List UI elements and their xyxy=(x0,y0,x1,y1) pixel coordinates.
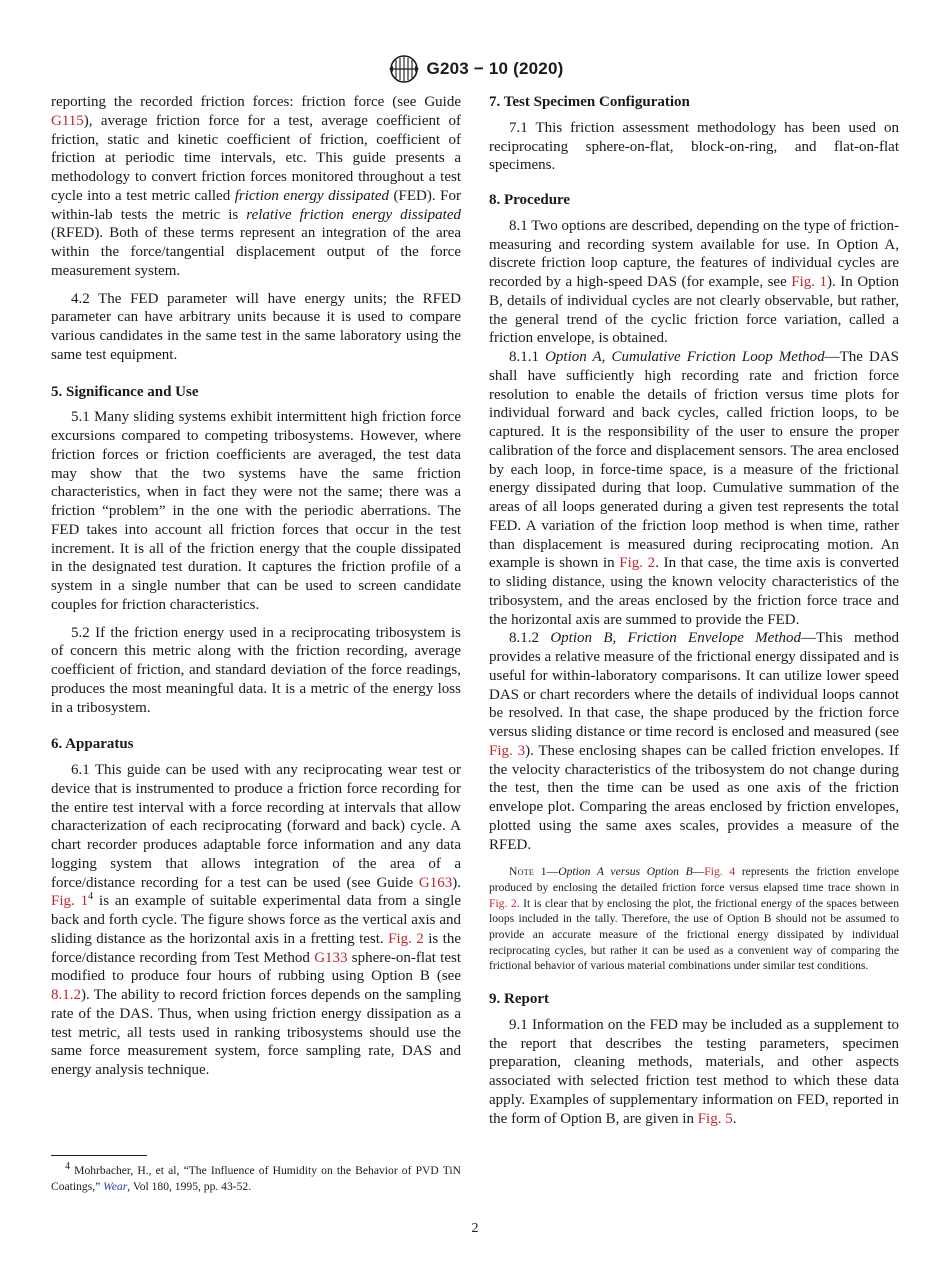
page-number: 2 xyxy=(471,1221,479,1236)
link-8-1-2[interactable]: 8.1.2 xyxy=(51,987,81,1003)
section-9-heading: 9. Report xyxy=(489,991,549,1008)
document-id: G203 − 10 (2020) xyxy=(426,59,564,78)
link-fig1[interactable]: Fig. 1 xyxy=(51,893,89,910)
link-g163[interactable]: G163 xyxy=(418,874,453,891)
link-fig4[interactable]: Fig. 4 xyxy=(704,865,736,879)
footnote-divider xyxy=(51,1155,147,1156)
paragraph-8-1-1: 8.1.1 Option A, Cumulative Friction Loop Method—The DAS shall have sufficiently high recording rate and friction force resolution to enable the details of friction versus time plots for individual forward and back cycles, called friction loops, to be captured. It is the responsibility of the user to ensure the proper calibration of the force and displacement sensors. The area enclosed by each loop, in force-time space, is a measure of the frictional energy dissipated during that loop. Cumulative summation of the areas of all loops generated during a given test represents the total FED. A variation of the friction loop method is when time, rather than displacement is measured during reciprocating motion. An example is shown in Fig. 2. In that case, the time axis is converted to sliding distance, using the known velocity characteristics of the tribosystem, and the areas enclosed by the friction force trace and the horizontal axis are summed to provide the FED. xyxy=(489,349,900,628)
left-column xyxy=(51,93,461,1080)
footnote-marker[interactable]: 4 xyxy=(88,891,94,903)
link-fig2[interactable]: Fig. 2 xyxy=(388,930,424,947)
section-5-heading: 5. Significance and Use xyxy=(51,383,199,400)
note-1: Note 1—Option A versus Option B—Fig. 4 represents the friction envelope produced by enclosing the detailed friction force versus elapsed time trace shown in Fig. 2. It is clear that by enclosing the plot, the frictional energy of the spaces between loops included in the tally. Therefore, the use of Option B should not be assumed to provide an accurate measure of the frictional energy dissipated by individual reciprocating cycles, but rather it can be used as a convenient way of comparing the frictional behavior of various material combinations under similar test conditions. xyxy=(489,865,899,973)
section-7-heading: 7. Test Specimen Configuration xyxy=(489,94,690,110)
footnote-4: $^4$ Mohrbacher, H., et al, “The Influence of Humidity on the Behavior of PVD TiN Coatings,” Wear, Vol 180, 1995, pp. 43-52. xyxy=(51,1161,461,1193)
paragraph-6-1: 6.1 This guide can be used with any reciprocating wear test or device that is instrumented to produce a friction force recording for the entire test interval with a force recording at intervals that allow characterization of each reciprocating (forward and back) cycle. A chart recorder produces adaptable force information and any data logging system that allows integration of the area of a force/distance recording for a test can be used (see Guide G163). Fig. $1^4$ is an example of suitable experimental data from a single back and forth cycle. The figure shows force as the vertical axis and sliding distance as the horizontal axis in a fretting test. Fig. 2 is the force/distance recording from Test Method G133 sphere-on-flat test modified to produce four hours of rubbing using Option B (see 8.1.2). The ability to record friction forces depends on the sampling rate of the DAS. Thus, when using friction energy dissipation as a test metric, all tests used in ranking tribosystems should use the same force measurement system, force sampling rate, DAS and energy analysis technique. xyxy=(51,762,461,1078)
link-g115[interactable]: G115 xyxy=(51,112,84,129)
link-fig2[interactable]: Fig. 2 xyxy=(619,555,656,572)
link-fig2[interactable]: Fig. 2 xyxy=(489,896,517,910)
paragraph-8-1: 8.1 Two options are described, depending on the type of friction-measuring and recording system available for use. In Option A, discrete friction loop capture, the features of individual cycles are recorded by a high-speed DAS (for example, see Fig. 1). In Option B, details of individual cycles are not clearly observable, but rather, the general trend of the cyclic friction force variation, called a friction envelope, is obtained. xyxy=(489,217,899,347)
section-8-heading: 8. Procedure xyxy=(489,192,571,208)
paragraph-5-1: 5.1 Many sliding systems exhibit intermittent high friction force excursions compared to competing tribosystems. However, where friction forces or friction coefficients are averaged, the test data may show that the two systems have the same friction characteristics, when in fact they were not the same; there was a friction “problem” in the one with the periodic aberrations. The FED takes into account all friction forces that occur in the test increment. It is all of the friction energy that the couple dissipated in the designated test duration. It captures the friction profile of a system in a single number that can be used to screen candidate couples for friction characteristics. xyxy=(51,409,461,613)
right-column xyxy=(489,93,899,1128)
link-fig1[interactable]: Fig. 1 xyxy=(791,274,828,290)
paragraph-8-1-2: 8.1.2 Option B, Friction Envelope Method—This method provides a relative measure of the frictional energy dissipated and is useful for within-laboratory comparisons. It can utilize lower speed DAS or chart recorders where the details of individual loops cannot be resolved. In that case, the shape produced by the friction force versus sliding distance or time record is enclosed and measured (see Fig. 3). These enclosing shapes can be called friction envelopes. If the velocity characteristics of the tribosystem do not change during the test, then the time can be used as one axis of the friction envelope plot. Comparing the areas enclosed by friction envelopes, plotted using the same axes scales, provides a measure of the RFED. xyxy=(489,630,899,853)
paragraph-5-2: 5.2 If the friction energy used in a reciprocating tribosystem is of concern this metric along with the friction recording, average coefficient of friction, and standard deviation of the force readings, produces the most meaningful data. It is a metric of the energy loss in a tribosystem. xyxy=(51,624,461,716)
link-fig5[interactable]: Fig. 5 xyxy=(697,1110,733,1127)
paragraph-4-1-continued: reporting the recorded friction forces: friction force (see Guide G115), average friction force for a test, average coefficient of friction, static and kinetic coefficient of friction, coefficient of friction at periodic time intervals, etc. This guide presents a methodology to convert friction forces monitored throughout a test cycle into a test metric called friction energy dissipated (FED). For within-lab tests the metric is relative friction energy dissipated (RFED). Both of these terms represent an integration of the area within the force/tangential displacement output of the force measurement system. xyxy=(51,94,462,279)
section-6-heading: 6. Apparatus xyxy=(51,736,134,753)
link-fig3[interactable]: Fig. 3 xyxy=(489,742,526,759)
paragraph-4-2: 4.2 The FED parameter will have energy units; the RFED parameter can have arbitrary units because it is used to compare various candidates in the same test in the same laboratory using the same test equipment. xyxy=(51,290,461,363)
astm-logo-icon xyxy=(387,54,421,84)
page-header xyxy=(0,54,950,84)
link-wear[interactable]: Wear xyxy=(103,1180,128,1193)
paragraph-9-1: 9.1 Information on the FED may be included as a supplement to the report that describes the testing parameters, specimen preparation, cleaning methods, materials, and other aspects associated with selected friction test method to which these data apply. Examples of supplementary information on FED, reported in the form of Option B, are given in Fig. 5. xyxy=(489,1016,899,1127)
link-g133[interactable]: G133 xyxy=(314,949,348,966)
paragraph-7-1: 7.1 This friction assessment methodology has been used on reciprocating sphere-on-flat, block-on-ring, and flat-on-flat specimens. xyxy=(489,119,899,174)
